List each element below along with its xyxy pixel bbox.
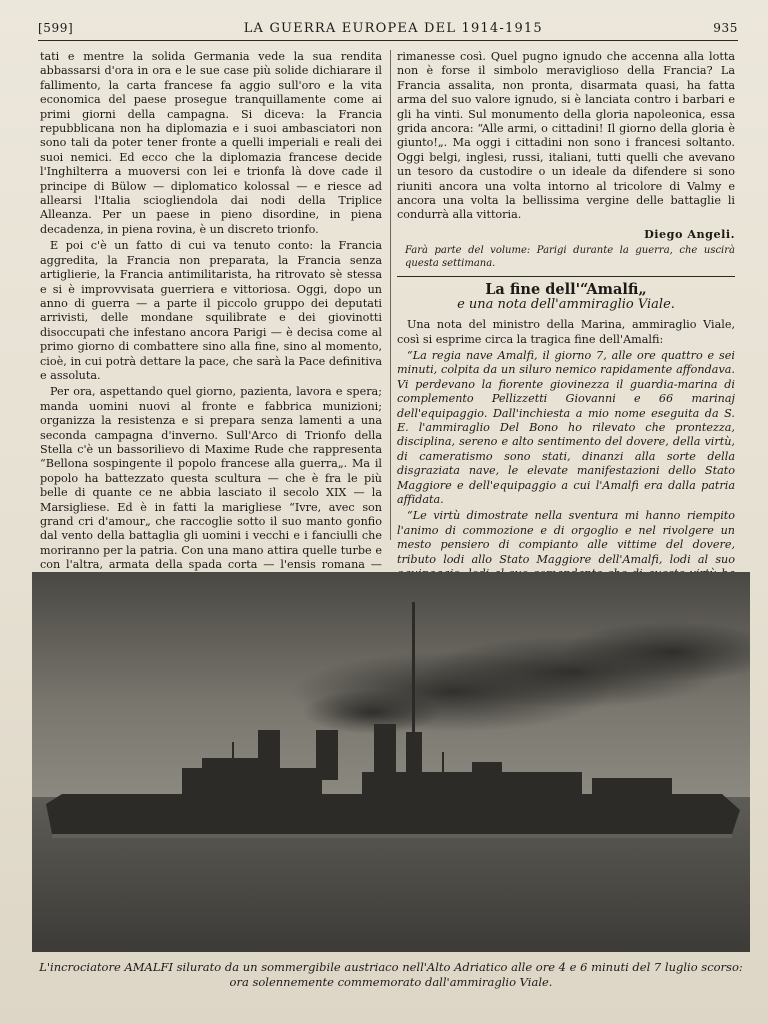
photo-caption: [32, 960, 750, 990]
caption-line: L'incrociatore AMALFI silurato da un sommergibile austriaco nell'Alto Adriatico alle ore 4 e 6 minuti del 7 luglio scorso:: [39, 960, 743, 974]
article-paragraph: E poi c'è un fatto di cui va tenuto conto: la Francia aggredita, la Francia non preparata, la Francia senza artiglierie, la Francia antimilitarista, ha ritrovato sè stessa e si è improvvisata guerriera e vittoriosa. Oggi, dopo un anno di guerra — a parte il piccolo gruppo dei deputati arrivisti, delle mondane squilibrate e dei giovinotti disoccupati che infestano ancora Parigi — è decisa come al primo giorno di combattere sino alla fine, sino al momento, cioè, in cui potrà dettare la pace, che sarà la Pace definitiva e assoluta.: [40, 239, 382, 382]
caption-line: ora solennemente commemorato dall'ammiraglio Viale.: [229, 975, 553, 989]
warship-illustration: [32, 572, 750, 952]
author-signature: Diego Angeli.: [644, 226, 735, 241]
admiral-quote: “Le virtù dimostrate nella sventura mi hanno riempito l'animo di commozione e di orgoglio e nel rivolgere un mesto pensiero di compianto alle vittime del dovere, tributo lodi allo Stato Maggiore dell'Amalfi, lodi al suo: [397, 509, 735, 566]
volume-note: Farà parte del volume: Parigi durante la guerra, che uscirà questa settimana.: [405, 245, 735, 269]
section-subtitle: e una nota dell'ammiraglio Viale.: [457, 296, 675, 312]
page-number-left: [599]: [38, 21, 74, 35]
page-number-right: 935: [713, 21, 738, 35]
section-intro: Una nota del ministro della Marina, ammiraglio Viale, così si esprime circa la tragica fine dell'Amalfi:: [397, 318, 735, 346]
waterline: [52, 834, 732, 838]
article-paragraph: tati e mentre la solida Germania vede la sua rendita abbassarsi d'ora in ora e le sue case più solide dichiarare il fallimento, la carta francese fa aggio sull'oro e la vita economica del paese prosegue tranquillamente come ai primi giorni della campagna. Si diceva: la Francia repubblicana non ha diplomazia e i suoi ambasciatori non sono tali da poter tener fronte a quelli imperiali e reali dei suoi nemici. Ed ecco che la diplomazia francese decide l'Inghilterra a muoversi con lei e trionfa là dove cade il principe di Bülow — diplomatico kolossal — e riesce ad allearsi l'Italia sciogliendola dai nodi della Triplice Alleanza. Per un paese in pieno disordine, in piena decadenza, in piena rovina, è un discreto trionfo.: [40, 50, 382, 236]
column-divider: [390, 50, 391, 540]
section-rule: [397, 276, 735, 277]
article-paragraph: Per ora, aspettando quel giorno, pazienta, lavora e spera; manda uomini nuovi al fronte e fabbrica munizioni; organizza la resistenza e si prepara senza lamenti a una seconda campagna d'inverno. Sull'Arco di Trionfo della Stella c'è un bassorilievo di Maxime Rude che rappresenta “Bellona sospingente il popolo francese alla guerra„. Ma il popolo ha battezzato questa scultura — che è fra le più belle di quante ce ne abbia lasciato il secolo XIX — la Marsigliese. Ed è in fatti la marigliese “Ivre, avec son grand cri d'amour„ che raccoglie sotto il suo manto gonfio dal vento della battaglia gli uomini i vecchi e i fanciulli che moriranno per la patria. Con una mano attira quelle turbe e con l'altra, armata della spada corta — l'ensis romana —: [40, 385, 382, 572]
admiral-quote: “La regia nave Amalfi, il giorno 7, alle ore quattro e sei minuti, colpita da un siluro nemico rapidamente affondava. Vi perdevano la fiorente giovinezza il guardia-marina di complemento Pellizzetti Giovanni e 66 marinaj dell'equipaggio. Dall'inchiesta a mio nome eseguita da S. E. l'ammiraglio Del Bono ho rilevato che prontezza, disciplina, sereno e alto sentimento del dovere, della virtù, di cameratismo sono stati, dinanzi alla sorte della disgraziata nave, le elevate manifestazioni dello Stato Maggiore e dell'equipaggio a cui l'Amalfi era dalla patria affidata.: [397, 348, 735, 506]
page-header: [38, 16, 738, 41]
right-column: [397, 50, 735, 598]
article-paragraph: rimanesse così. Quel pugno ignudo che accenna alla lotta non è forse il simbolo meraviglioso della Francia? La Francia assalita, non pronta, disarmata quasi, ha fatta arma del suo valore ignudo, si è lanciata contro i barbari e gli ha vinti. Sul monumento della gloria napoleonica, essa grida ancora: “Alle armi, o cittadini! Il giorno della gloria è giunto!„. Ma oggi i cittadini non sono i francesi soltanto. Oggi belgi, inglesi, russi, italiani, tutti quelli che avevano un tesoro da custodire o un ideale da difendere si sono riuniti ancora una volta intorno al tricolore di Valmy e ancora una volta la bellissima vergine delle battaglie li condurrà alla vittoria.: [397, 50, 735, 222]
cruiser-photograph: [32, 572, 750, 952]
section-title: La fine dell'“Amalfi„: [485, 281, 647, 299]
publication-title: LA GUERRA EUROPEA DEL 1914-1915: [243, 20, 543, 36]
